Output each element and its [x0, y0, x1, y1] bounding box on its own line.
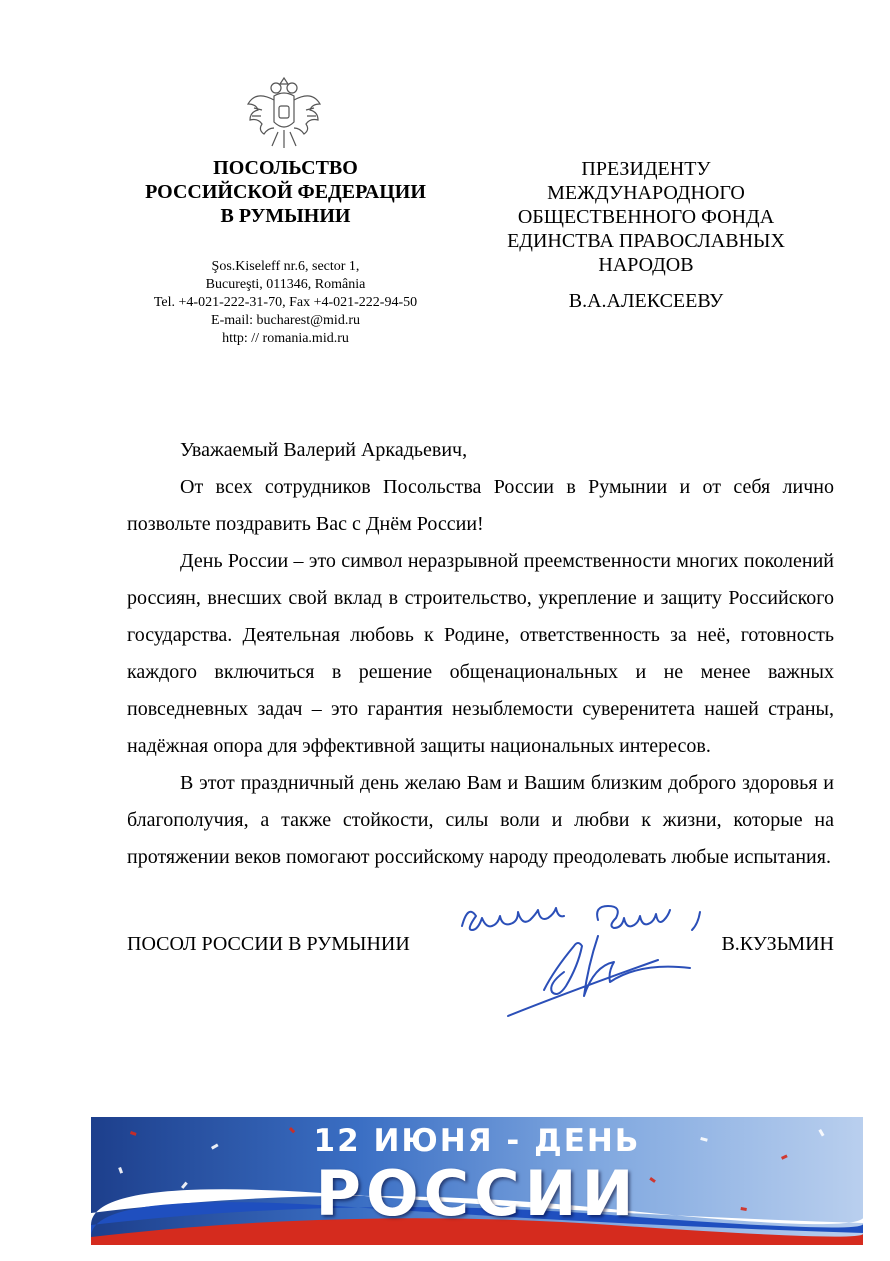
coat-of-arms-emblem [244, 74, 324, 154]
embassy-name-line: РОССИЙСКОЙ ФЕДЕРАЦИИ [145, 181, 426, 203]
address-line: Bucureşti, 011346, România [205, 277, 366, 292]
ambassador-title: ПОСОЛ РОССИИ В РУМЫНИИ [127, 933, 410, 955]
russia-day-banner [91, 1117, 863, 1245]
embassy-name [118, 156, 453, 228]
letter-paragraph: От всех сотрудников Посольства России в Румынии и от себя лично позвольте поздравить Вас с Днём России! [127, 476, 834, 535]
address-line: Şos.Kiseleff nr.6, sector 1, [211, 259, 360, 274]
embassy-name-line: ПОСОЛЬСТВО [213, 157, 358, 179]
letter-paragraph: День России – это символ неразрывной преемственности многих поколений россиян, внесших свой вклад в строительство, укрепление и защиту Российского государства. Деятельная любовь к Родине, ответственность за неё, готовность каждого включиться в решение общенациональных и не менее важных повседневных задач – это гарантия незыблемости суверенитета нашей страны, надёжная опора для эффективной защиты национальных интересов. [127, 550, 834, 757]
embassy-name-line: В РУМЫНИИ [220, 205, 351, 227]
recipient-line: ОБЩЕСТВЕННОГО ФОНДА [517, 206, 775, 228]
banner-date: 12 ИЮНЯ - ДЕНЬ [313, 1123, 641, 1159]
letter-paragraph: В этот праздничный день желаю Вам и Вашим близким доброго здоровья и благополучия, а также стойкости, силы воли и любви к жизни, которые на протяжении веков помогают российскому народу преодолевать любые испытания. [127, 772, 834, 868]
recipient-line: НАРОДОВ [598, 254, 694, 276]
embassy-contacts [118, 258, 453, 348]
recipient-line: ПРЕЗИДЕНТУ [581, 158, 711, 180]
recipient-person: В.А.АЛЕКСЕЕВУ [568, 290, 724, 312]
ambassador-name: В.КУЗЬМИН [721, 933, 834, 955]
handwritten-signature [448, 890, 728, 1030]
recipient-block [478, 157, 814, 313]
website: http: // romania.mid.ru [222, 331, 349, 346]
recipient-line: ЕДИНСТВА ПРАВОСЛАВНЫХ [507, 230, 785, 252]
sender-block [118, 156, 453, 348]
banner-title: РОССИИ [315, 1157, 639, 1230]
email: E-mail: bucharest@mid.ru [211, 313, 360, 328]
phone-fax: Tel. +4-021-222-31-70, Fax +4-021-222-94-50 [153, 295, 418, 310]
recipient-line: МЕЖДУНАРОДНОГО [547, 182, 745, 204]
salutation: Уважаемый Валерий Аркадьевич, [180, 439, 468, 461]
letter-body [127, 432, 834, 876]
